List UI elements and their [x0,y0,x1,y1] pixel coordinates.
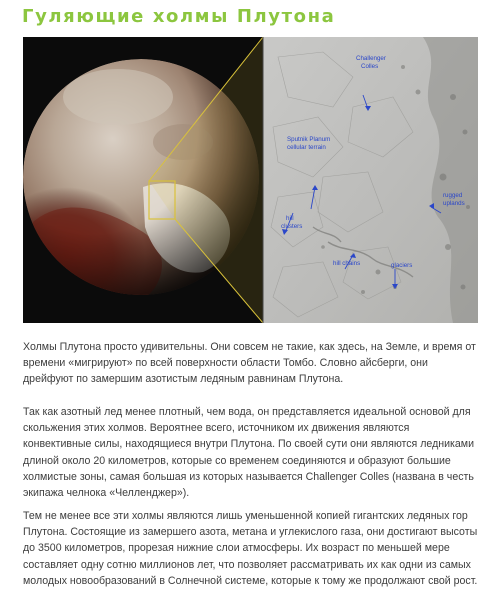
terrain-closeup [263,37,478,323]
paragraph-1: Холмы Плутона просто удивительны. Они совсем не такие, как здесь, на Земле, и время от времени «мигрируют» по всей поверхности области Томбо. Словно айсберги, они дрейфуют по замершим азотистым ледяным равнинам Плутона. [23,341,476,386]
label-sputnik-planum: Sputnik Planum [287,136,331,143]
paragraph-2: Так как азотный лед менее плотный, чем вода, он представляется идеальной основой для скольжения этих холмов. Вероятнее всего, источником их движения являются конвективные силы, находящиеся внутри Плутона. По своей сути они являются ледниками длиной около 20 километров, которые со временем соединяются и образуют большие холмистые зоны, самая большая из которых называется Challenger Colles (названа в честь экипажа челнока «Челленджер»). [23,406,474,500]
label-rugged-uplands-2: uplands [443,200,465,207]
article-title: Гуляющие холмы Плутона [22,6,336,27]
pluto-figure [23,37,478,323]
label-glaciers: glaciers [391,262,413,269]
label-hill-chains: hill chains [333,260,361,267]
label-challenger-colles: Challenger [356,55,386,62]
label-rugged-uplands: rugged [443,192,463,199]
label-hill-clusters-2: clusters [281,223,303,230]
label-challenger-colles-2: Colles [361,63,379,70]
label-hill-clusters: hill [286,215,294,222]
paragraph-3: Тем не менее все эти холмы являются лишь уменьшенной копией гигантских ледяных гор Плутона. Состоящие из замершего азота, метана и углекислого газа, они достигают высоты до 3500 километров, прорезая нижние слои атмосферы. Их возраст по меньшей мере составляет одну сотню миллионов лет, что позволяет рассматривать их как одни из самых молодых новообразований в Солнечной системе, которые к тому же продолжают свой рост. [23,510,478,587]
label-sputnik-planum-2: cellular terrain [287,144,326,151]
